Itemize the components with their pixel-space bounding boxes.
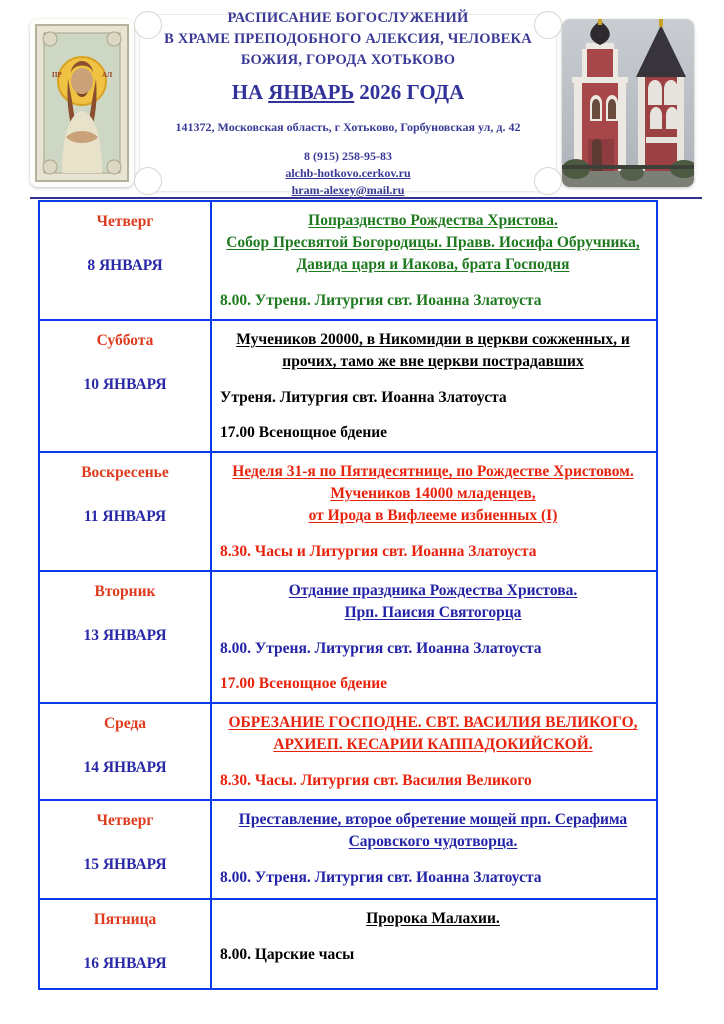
feast-title bbox=[220, 908, 646, 930]
day-cell bbox=[40, 801, 212, 898]
feast-title bbox=[220, 210, 646, 276]
feast-title-line: Мучеников 20000, в Никомидии в церкви сожженных, и bbox=[236, 331, 630, 348]
feast-title bbox=[220, 809, 646, 853]
day-date: 16 ЯНВАРЯ bbox=[83, 955, 167, 972]
header-divider bbox=[30, 197, 702, 199]
schedule-row bbox=[40, 321, 656, 453]
plaque-curl bbox=[534, 11, 562, 39]
church-website-link[interactable]: alchb-hotkovo.cerkov.ru bbox=[285, 165, 411, 180]
feast-title-line: Собор Пресвятой Богородицы. Правв. Иосифа Обручника, bbox=[226, 234, 640, 251]
schedule-row bbox=[40, 572, 656, 704]
feast-title bbox=[220, 712, 646, 756]
content-cell bbox=[212, 202, 656, 319]
content-cell bbox=[212, 453, 656, 570]
day-name: Четверг bbox=[96, 812, 154, 829]
service-line: 17.00 Всенощное бдение bbox=[220, 424, 388, 441]
content-cell bbox=[212, 321, 656, 451]
day-name: Четверг bbox=[96, 213, 154, 230]
feast-title-line: Мучеников 14000 младенцев, bbox=[330, 485, 536, 502]
schedule-row bbox=[40, 704, 656, 801]
church-photo bbox=[562, 19, 694, 187]
month-name: ЯНВАРЬ bbox=[268, 79, 355, 104]
day-date: 14 ЯНВАРЯ bbox=[83, 759, 167, 776]
month-suffix: 2026 ГОДА bbox=[359, 79, 465, 104]
saint-alexis-icon bbox=[30, 19, 134, 187]
service-line: 8.00. Утреня. Литургия свт. Иоанна Златоуста bbox=[220, 869, 542, 886]
day-name: Пятница bbox=[93, 911, 157, 928]
day-name: Суббота bbox=[96, 332, 154, 349]
feast-title-line: Саровского чудотворца. bbox=[348, 833, 518, 850]
schedule-row bbox=[40, 801, 656, 900]
feast-title-line: прочих, тамо же вне церкви пострадавших bbox=[282, 353, 584, 370]
feast-title-line: Преставление, второе обретение мощей прп. Серафима bbox=[238, 811, 628, 828]
church-phone: 8 (915) 258-95-83 bbox=[304, 148, 392, 163]
day-cell bbox=[40, 572, 212, 702]
plaque-curl bbox=[134, 167, 162, 195]
content-cell bbox=[212, 704, 656, 799]
day-name: Вторник bbox=[94, 583, 156, 600]
svg-text:ПР: ПР bbox=[52, 71, 62, 79]
feast-title-line: Пророка Малахии. bbox=[366, 910, 500, 927]
day-date: 11 ЯНВАРЯ bbox=[83, 508, 167, 525]
day-date: 10 ЯНВАРЯ bbox=[83, 376, 167, 393]
feast-title bbox=[220, 580, 646, 624]
schedule-row bbox=[40, 900, 656, 988]
service-line: 8.00. Царские часы bbox=[220, 946, 355, 963]
service-line: 8.30. Часы. Литургия свт. Василия Великого bbox=[220, 772, 532, 789]
service-line: 8.00. Утреня. Литургия свт. Иоанна Златоуста bbox=[220, 640, 542, 657]
feast-title-line: Прп. Паисия Святогорца bbox=[344, 604, 522, 621]
church-email-link[interactable]: hram-alexey@mail.ru bbox=[291, 182, 405, 197]
content-cell bbox=[212, 572, 656, 702]
content-cell bbox=[212, 900, 656, 988]
feast-title bbox=[220, 461, 646, 527]
feast-title-line: Давида царя и Иакова, брата Господня bbox=[296, 256, 570, 273]
header-month-line bbox=[232, 77, 465, 107]
svg-text:АЛ: АЛ bbox=[102, 71, 113, 79]
feast-title-line: АРХИЕП. КЕСАРИИ КАППАДОКИЙСКОЙ. bbox=[273, 736, 593, 753]
feast-title-line: Попразднство Рождества Христова. bbox=[308, 212, 558, 229]
feast-title-line: ОБРЕЗАНИЕ ГОСПОДНЕ. СВТ. ВАСИЛИЯ ВЕЛИКОГО, bbox=[228, 714, 638, 731]
header-title-line3: БОЖИЯ, ГОРОДА ХОТЬКОВО bbox=[240, 51, 456, 68]
feast-title bbox=[220, 329, 646, 373]
header-title-line1: РАСПИСАНИЕ БОГОСЛУЖЕНИЙ bbox=[227, 9, 469, 26]
page-header bbox=[30, 9, 694, 197]
day-name: Среда bbox=[103, 715, 147, 732]
month-prefix: НА bbox=[231, 79, 264, 104]
header-plaque bbox=[140, 9, 556, 197]
day-cell bbox=[40, 202, 212, 319]
schedule-table bbox=[38, 200, 658, 990]
feast-title-line: от Ирода в Вифлееме избиенных (I) bbox=[308, 507, 558, 524]
day-cell bbox=[40, 900, 212, 988]
header-title-line2: В ХРАМЕ ПРЕПОДОБНОГО АЛЕКСИЯ, ЧЕЛОВЕКА bbox=[164, 30, 532, 47]
service-line: 8.00. Утреня. Литургия свт. Иоанна Златоуста bbox=[220, 292, 542, 309]
day-date: 8 ЯНВАРЯ bbox=[87, 257, 163, 274]
day-cell bbox=[40, 321, 212, 451]
content-cell bbox=[212, 801, 656, 898]
plaque-curl bbox=[534, 167, 562, 195]
church-address: 141372, Московская область, г Хотьково, Горбуновская ул, д. 42 bbox=[175, 119, 521, 134]
day-cell bbox=[40, 704, 212, 799]
day-name: Воскресенье bbox=[81, 464, 169, 481]
feast-title-line: Неделя 31-я по Пятидесятнице, по Рождестве Христовом. bbox=[232, 463, 634, 480]
feast-title-line: Отдание праздника Рождества Христова. bbox=[288, 582, 578, 599]
day-cell bbox=[40, 453, 212, 570]
service-line: Утреня. Литургия свт. Иоанна Златоуста bbox=[220, 389, 507, 406]
service-line: 8.30. Часы и Литургия свт. Иоанна Златоуста bbox=[220, 543, 537, 560]
day-date: 13 ЯНВАРЯ bbox=[83, 627, 167, 644]
schedule-row bbox=[40, 453, 656, 572]
service-line: 17.00 Всенощное бдение bbox=[220, 675, 388, 692]
plaque-curl bbox=[134, 11, 162, 39]
schedule-row bbox=[40, 202, 656, 321]
day-date: 15 ЯНВАРЯ bbox=[83, 856, 167, 873]
